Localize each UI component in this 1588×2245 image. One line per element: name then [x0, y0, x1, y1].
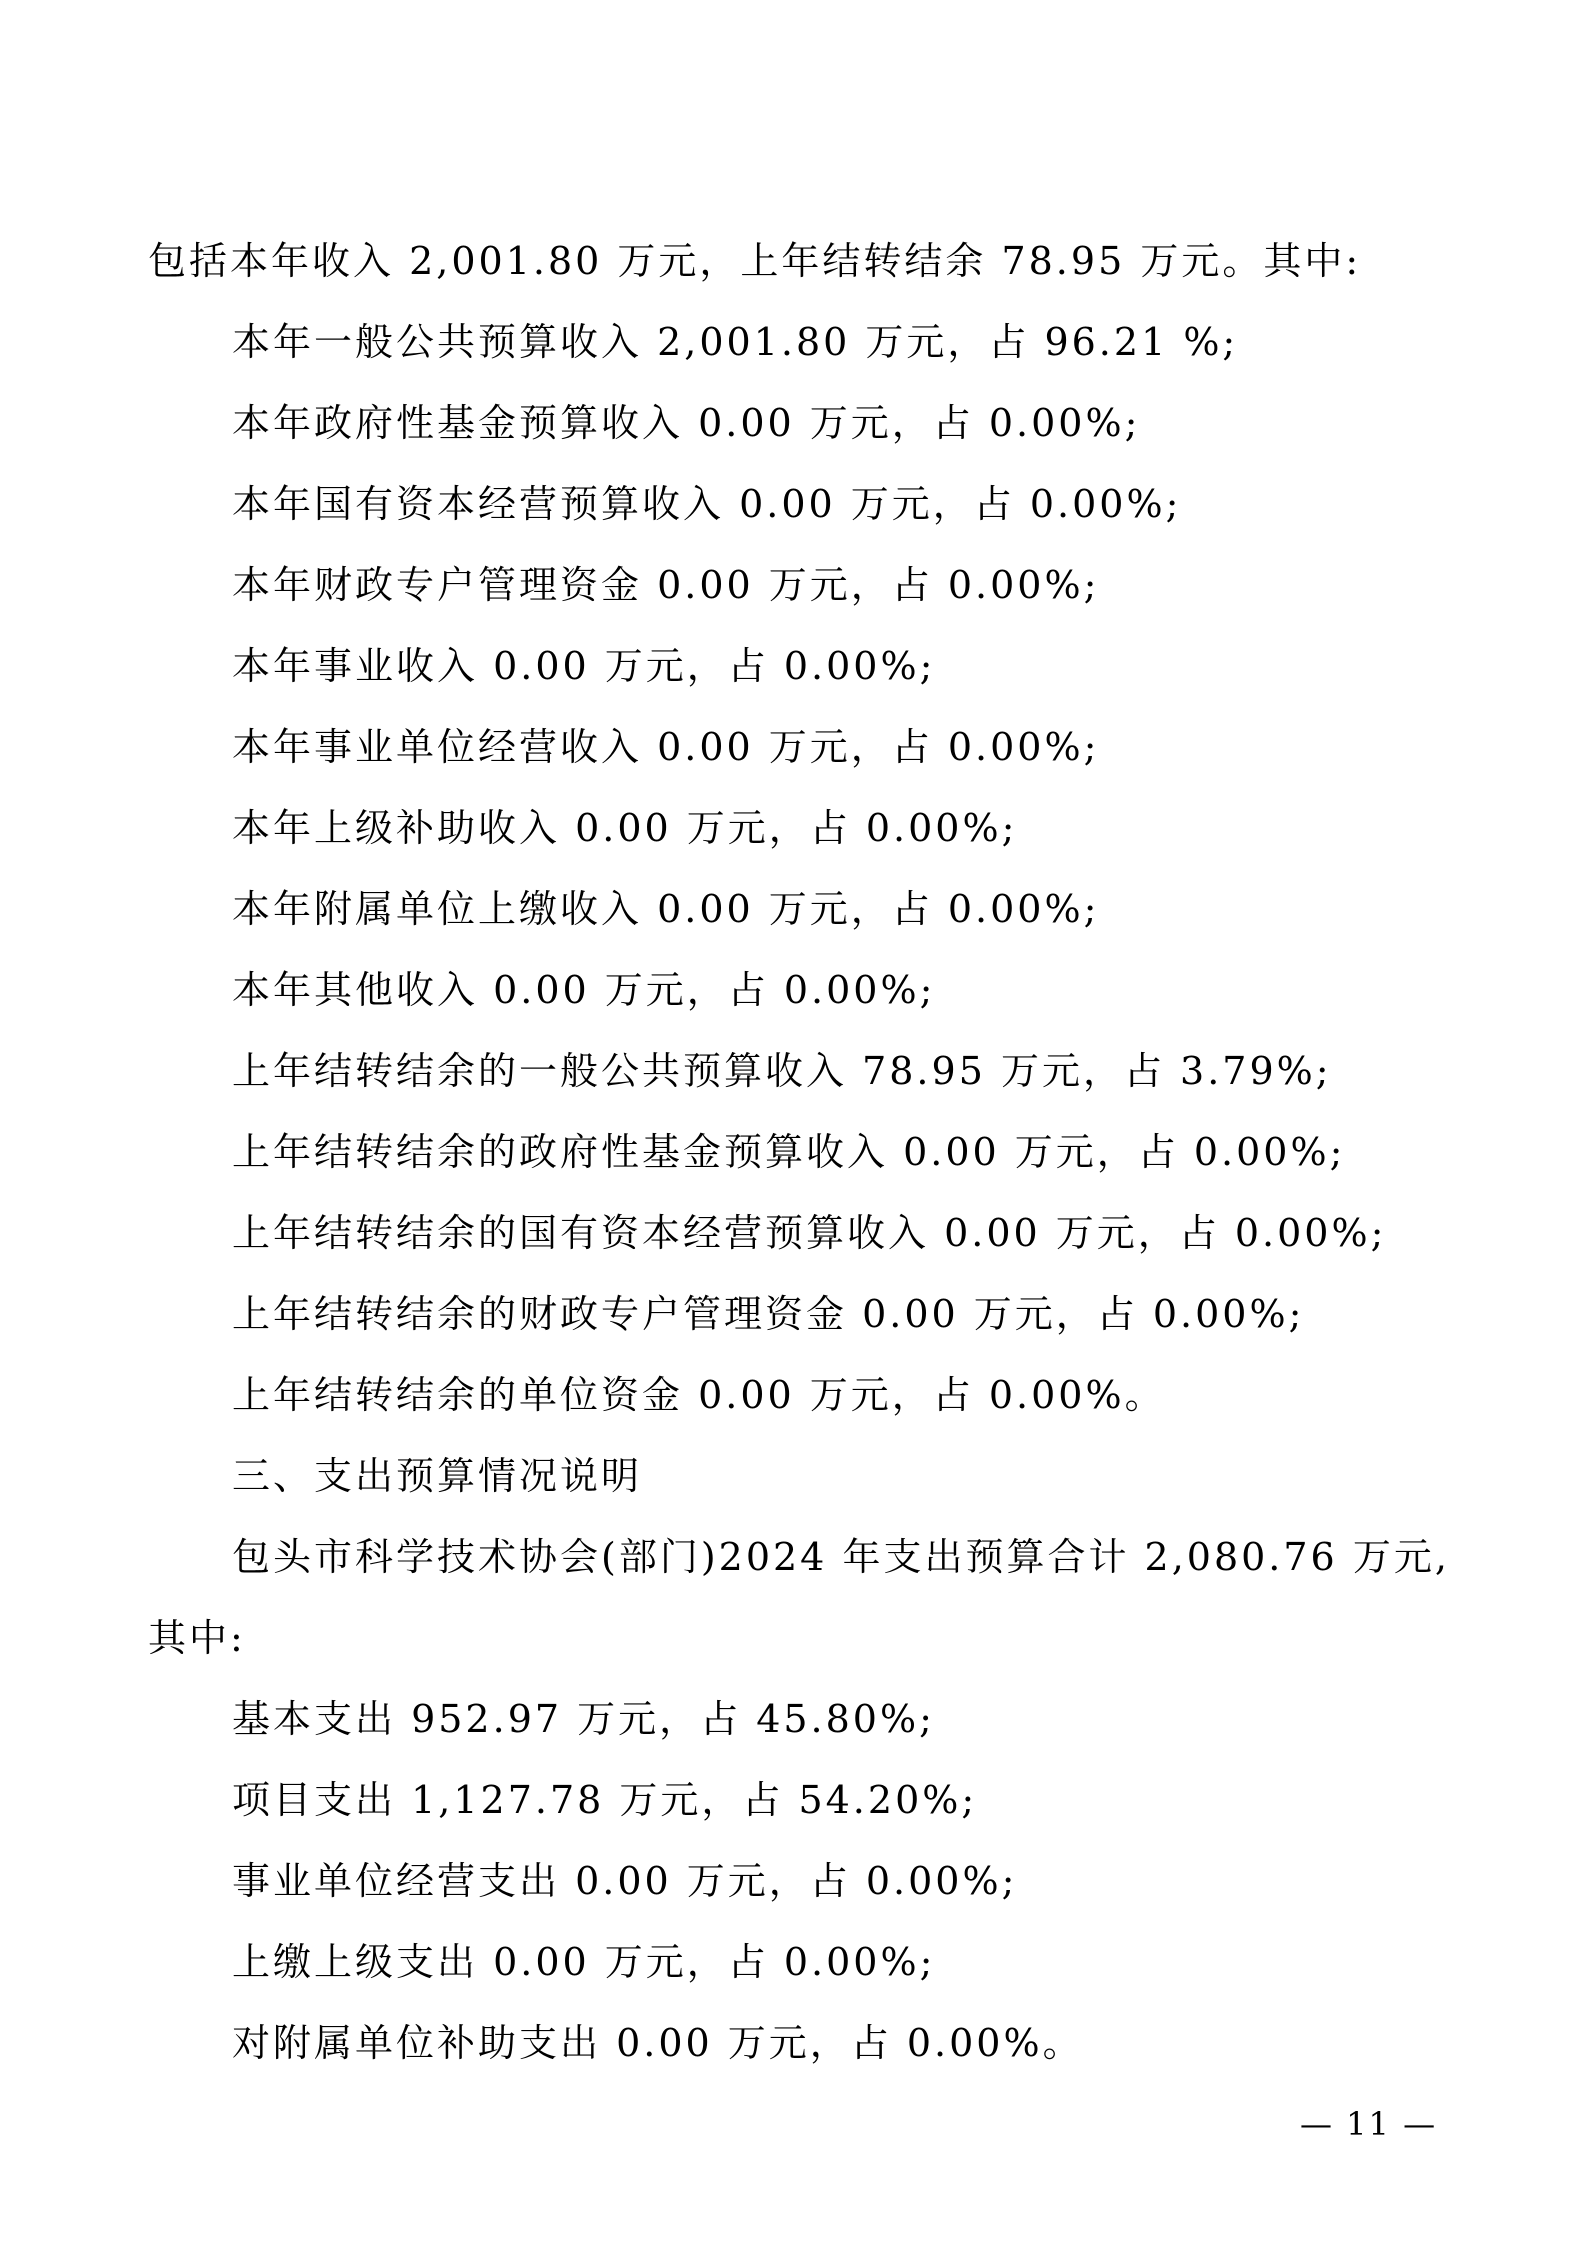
item-fiscal-special-account-funds: 本年财政专户管理资金 0.00 万元，占 0.00%;	[232, 563, 1100, 607]
item-carryover-unit-funds: 上年结转结余的单位资金 0.00 万元，占 0.00%。	[232, 1373, 1166, 1417]
item-operating-income: 本年事业单位经营收入 0.00 万元，占 0.00%;	[232, 725, 1100, 769]
item-business-income: 本年事业收入 0.00 万元，占 0.00%;	[232, 644, 936, 688]
item-operating-expenditure: 事业单位经营支出 0.00 万元，占 0.00%;	[232, 1859, 1018, 1903]
section-heading-expenditure: 三、支出预算情况说明	[232, 1454, 643, 1498]
item-government-fund-income: 本年政府性基金预算收入 0.00 万元，占 0.00%;	[232, 401, 1141, 445]
item-affiliated-remittance-income: 本年附属单位上缴收入 0.00 万元，占 0.00%;	[232, 887, 1100, 931]
item-carryover-state-capital: 上年结转结余的国有资本经营预算收入 0.00 万元，占 0.00%;	[232, 1211, 1387, 1255]
item-general-budget-income: 本年一般公共预算收入 2,001.80 万元，占 96.21 %;	[232, 320, 1239, 364]
item-remittance-expenditure: 上缴上级支出 0.00 万元，占 0.00%;	[232, 1940, 936, 1984]
item-carryover-general-budget: 上年结转结余的一般公共预算收入 78.95 万元，占 3.79%;	[232, 1049, 1332, 1093]
item-state-capital-income: 本年国有资本经营预算收入 0.00 万元，占 0.00%;	[232, 482, 1182, 526]
page-number: — 11 —	[1300, 2105, 1438, 2143]
item-other-income: 本年其他收入 0.00 万元，占 0.00%;	[232, 968, 936, 1012]
item-project-expenditure: 项目支出 1,127.78 万元，占 54.20%;	[232, 1778, 978, 1822]
item-carryover-government-fund: 上年结转结余的政府性基金预算收入 0.00 万元，占 0.00%;	[232, 1130, 1346, 1174]
item-carryover-fiscal-special: 上年结转结余的财政专户管理资金 0.00 万元，占 0.00%;	[232, 1292, 1305, 1336]
item-superior-subsidy-income: 本年上级补助收入 0.00 万元，占 0.00%;	[232, 806, 1018, 850]
paragraph-expenditure-total: 包头市科学技术协会(部门)2024 年支出预算合计 2,080.76 万元,	[232, 1535, 1450, 1579]
item-basic-expenditure: 基本支出 952.97 万元，占 45.80%;	[232, 1697, 935, 1741]
paragraph-income-total: 包括本年收入 2,001.80 万元，上年结转结余 78.95 万元。其中:	[148, 239, 1362, 283]
paragraph-expenditure-total-cont: 其中:	[148, 1616, 246, 1660]
item-affiliated-subsidy-expenditure: 对附属单位补助支出 0.00 万元，占 0.00%。	[232, 2021, 1084, 2065]
